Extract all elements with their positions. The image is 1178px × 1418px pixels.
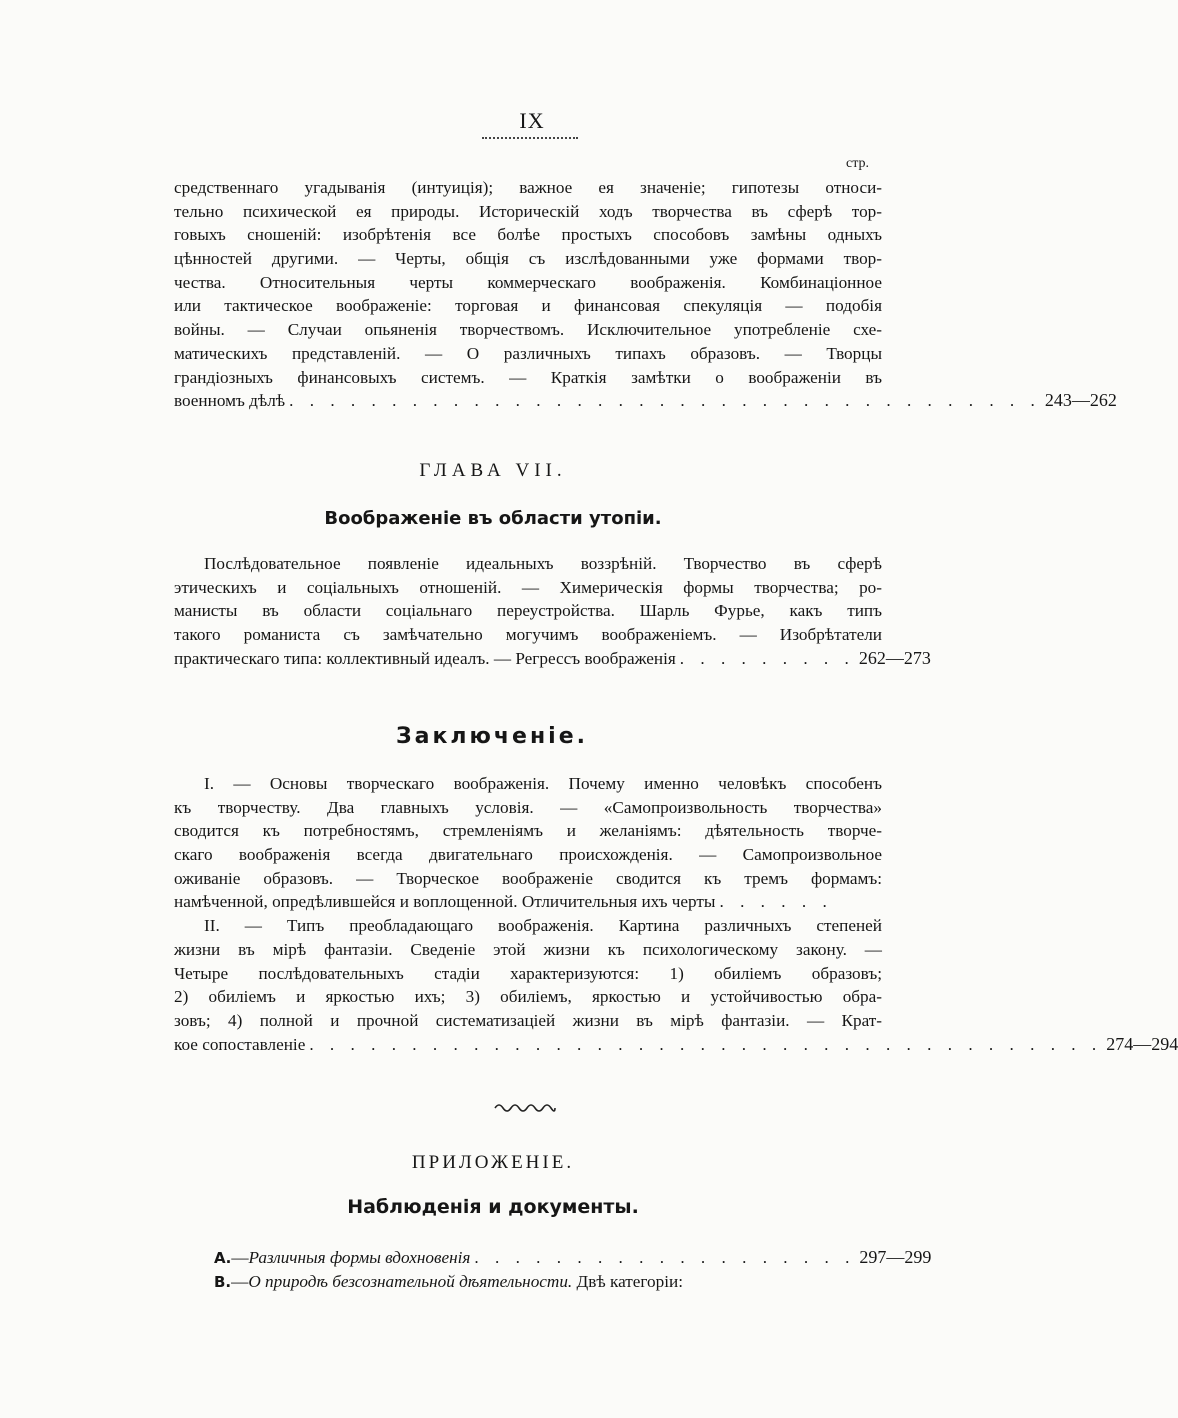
text-line: зовъ; 4) полной и прочной систематизаціей жизни въ мірѣ фантазіи. — Крат- xyxy=(174,1010,882,1030)
page-number: IX xyxy=(519,108,545,133)
toc-entry-line xyxy=(174,647,931,671)
text-line: скаго воображенія всегда двигательнаго происхожденія. — Самопроизвольное xyxy=(174,845,882,865)
text-line: къ творчеству. Два главныхъ условія. — «Самопроизвольность творчества» xyxy=(174,797,882,817)
conclusion-title: Заключеніе. xyxy=(396,724,588,749)
page-range: 243—262 xyxy=(1044,390,1117,411)
toc-entry-text: А.—Различныя формы вдохновенія xyxy=(214,1248,471,1267)
dot-leader: . . . . . . xyxy=(719,892,833,912)
text-line: матическихъ представленій. — О различныхъ типахъ образовъ. — Творцы xyxy=(174,343,882,363)
chapter7-summary xyxy=(174,552,931,670)
text-line: сводится къ потребностямъ, стремленіямъ и желаніямъ: дѣятельность творче- xyxy=(174,821,882,841)
toc-entry-line xyxy=(174,1033,1178,1057)
text-line: жизни въ мірѣ фантазіи. Сведеніе этой жизни къ психологическому закону. — xyxy=(174,939,882,959)
dot-leader: . . . . . . . . . . . . . . . . . . . . . . . . . . . . . . . . . . . . . xyxy=(289,391,1041,411)
chapter-title: Воображеніе въ области утопіи. xyxy=(324,508,662,529)
text-line: цѣнностей другими. — Черты, общія съ изслѣдованными уже формами твор- xyxy=(174,249,882,269)
entry-title: О природѣ безсознательной дѣятельности. xyxy=(248,1271,573,1291)
toc-entry-text: военномъ дѣлѣ xyxy=(174,391,286,411)
toc-entry-line xyxy=(174,389,1117,413)
entry-title: Различныя формы вдохновенія xyxy=(248,1248,471,1267)
page-range: 274—294 xyxy=(1106,1033,1178,1054)
text-line xyxy=(174,890,882,914)
toc-entry-text: намѣченной, опредѣлившейся и воплощенной. Отличительныя ихъ черты xyxy=(174,892,716,912)
text-line: тельно психической ея природы. Историческій ходъ творчества въ сферѣ тор- xyxy=(174,201,882,221)
page-range: 297—299 xyxy=(859,1247,932,1267)
text-line: этическихъ и соціальныхъ отношеній. — Химерическія формы творчества; ро- xyxy=(174,577,882,597)
toc-entry-line: В.—О природѣ безсознательной дѣятельности. Двѣ категоріи: xyxy=(214,1271,683,1291)
text-line: Четыре послѣдовательныхъ стадіи характеризуются: 1) обиліемъ образовъ; xyxy=(174,963,882,983)
text-line: или тактическое воображеніе: торговая и финансовая спекуляція — подобія xyxy=(174,296,882,316)
text-line: чества. Относительныя черты коммерческаго воображенія. Комбинаціонное xyxy=(174,272,882,292)
text-line: Послѣдовательное появленіе идеальныхъ воззрѣній. Творчество въ сферѣ xyxy=(204,554,882,573)
text-line: манисты въ области соціальнаго переустройства. Шарль Фурье, какъ типъ xyxy=(174,601,882,621)
appendix-entries xyxy=(214,1246,932,1293)
appendix-heading: ПРИЛОЖЕНІЕ. xyxy=(411,1152,575,1173)
dot-leader: . . . . . . . . . xyxy=(679,648,855,668)
dot-leader: . . . . . . . . . . . . . . . . . . . xyxy=(474,1248,856,1267)
entry-label: А. xyxy=(214,1249,232,1267)
section-top xyxy=(174,176,1117,413)
text-line: I. — Основы творческаго воображенія. Почему именно человѣкъ способенъ xyxy=(204,774,882,793)
dot-leader: . . . . . . . . . . . . . . . . . . . . . . . . . . . . . . . . . . . . . . . xyxy=(309,1034,1103,1054)
page-range: 262—273 xyxy=(858,647,931,668)
toc-entry-text: практическаго типа: коллективный идеалъ. — Регрессъ воображенія xyxy=(174,648,676,668)
text-line: такого романиста съ замѣчательно могучимъ воображеніемъ. — Изобрѣтатели xyxy=(174,625,882,645)
entry-label: В. xyxy=(214,1272,232,1291)
toc-entry-text: кое сопоставленіе xyxy=(174,1034,306,1054)
text-line: оживаніе образовъ. — Творческое воображеніе сводится къ тремъ формамъ: xyxy=(174,868,882,888)
text-line: средственнаго угадыванія (интуиція); важное ея значеніе; гипотезы относи- xyxy=(174,178,882,197)
page-number-rule xyxy=(482,137,578,139)
text-line: II. — Типъ преобладающаго воображенія. Картина различныхъ степеней xyxy=(204,916,882,936)
text-line: грандіозныхъ финансовыхъ системъ. — Краткія замѣтки о воображеніи въ xyxy=(174,367,882,387)
wave-ornament-divider xyxy=(493,1100,557,1114)
conclusion-summary xyxy=(174,772,1178,1056)
chapter-heading: ГЛАВА VII. xyxy=(419,460,567,481)
text-line: 2) обиліемъ и яркостью ихъ; 3) обиліемъ, яркостью и устойчивостью обра- xyxy=(174,987,882,1007)
text-line: говыхъ сношеній: изобрѣтенія все болѣе простыхъ способовъ замѣны одныхъ xyxy=(174,225,882,245)
appendix-title: Наблюденія и документы. xyxy=(347,1196,639,1218)
text-line: войны. — Случаи опьяненія творчествомъ. Исключительное употребленіе схе- xyxy=(174,320,882,340)
toc-entry-line xyxy=(214,1246,932,1270)
entry-tail: Двѣ категоріи: xyxy=(576,1271,683,1291)
page-column-header: стр. xyxy=(846,156,870,171)
